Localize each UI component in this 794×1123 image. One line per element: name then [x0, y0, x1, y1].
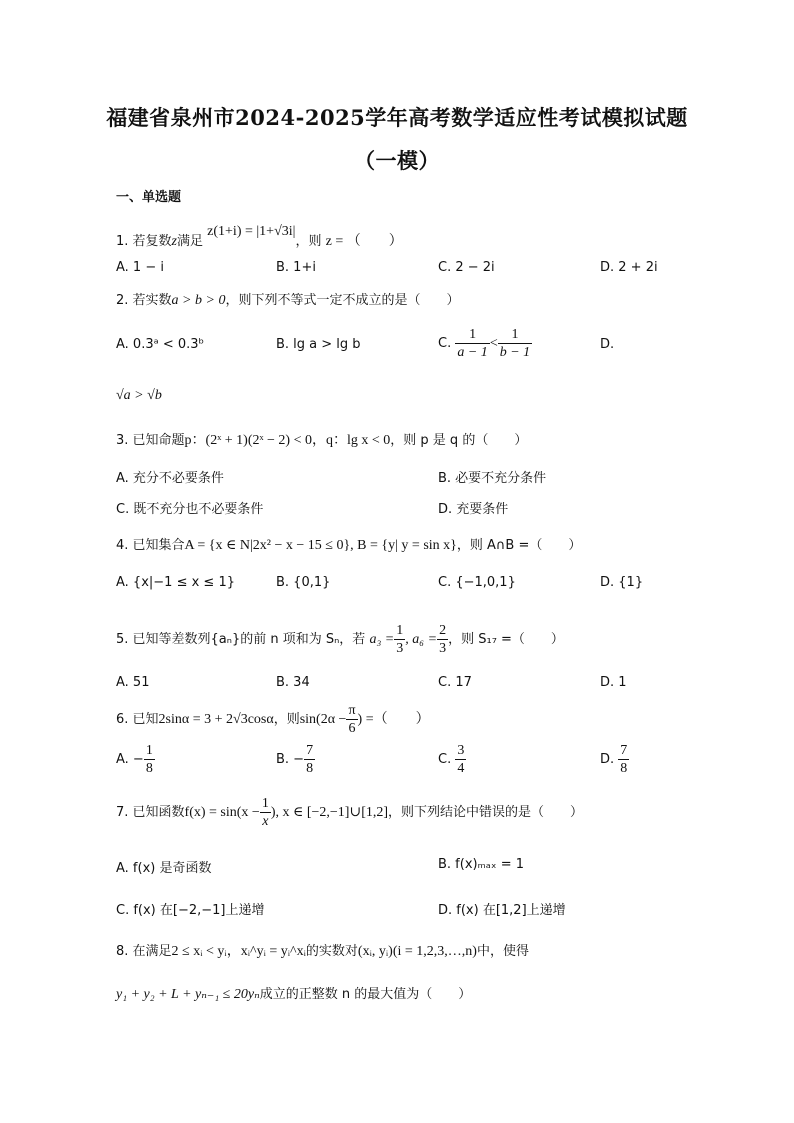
question-6-option-c: C. $\frac{3}{4}$ — [438, 743, 465, 776]
question-1-option-d: D. 2 + 2i — [600, 260, 658, 275]
question-2-option-a: A. 0.3ᵃ < 0.3ᵇ — [116, 337, 205, 352]
question-7-option-c: C. f(x) 在[−2,−1]上递增 — [116, 903, 265, 918]
question-6-option-b: B. − $\frac{7}{8}$ — [276, 743, 314, 776]
question-3-option-a: A. 充分不必要条件 — [116, 471, 224, 486]
section-heading: 一、单选题 — [116, 190, 182, 205]
question-3-option-b: B. 必要不充分条件 — [438, 471, 547, 486]
question-6-stem: 6. 已知2sinα = 3 + 2√3cosα，则sin(2α − $\frac{\pi}{6}$ ) =（ ） — [116, 703, 430, 736]
question-5-option-d: D. 1 — [600, 675, 627, 690]
question-1-option-c: C. 2 − 2i — [438, 260, 495, 275]
question-5-option-c: C. 17 — [438, 675, 472, 690]
question-4-option-c: C. {−1,0,1} — [438, 575, 516, 590]
question-3-stem: 3. 已知命题p：(2ˣ + 1)(2ˣ − 2) < 0，q：lg x < 0，则 p 是 q 的（ ） — [116, 433, 528, 448]
question-1-formula: z(1+i) = |1+√3i| — [207, 224, 296, 239]
question-1-stem: 1. 若复数z满足 z(1+i) = |1+√3i|，则 z = （ ） — [116, 224, 403, 249]
question-4-stem: 4. 已知集合A = {x ∈ N|2x² − x − 15 ≤ 0}, B = {y| y = sin x}，则 A∩B =（ ） — [116, 538, 582, 553]
question-6-option-a: A. − $\frac{1}{8}$ — [116, 743, 153, 776]
exam-title: 福建省泉州市2024-2025学年高考数学适应性考试模拟试题 — [106, 105, 688, 130]
question-2-option-d-label: D. — [600, 337, 615, 352]
question-5-stem: 5. 已知等差数列{aₙ}的前 n 项和为 Sₙ，若 a₃ = $\frac{1}{3}$ , a₆ = $\frac{2}{3}$ ，则 S₁₇ =（ ） — [116, 623, 564, 656]
exam-subtitle: （一模） — [354, 148, 440, 173]
question-2-option-d: √a > √b — [116, 388, 162, 403]
question-7-option-d: D. f(x) 在[1,2]上递增 — [438, 903, 566, 918]
question-7-option-a: A. f(x) 是奇函数 — [116, 861, 212, 876]
question-1-option-a: A. 1 − i — [116, 260, 164, 275]
question-3-option-d: D. 充要条件 — [438, 502, 509, 517]
question-4-option-a: A. {x|−1 ≤ x ≤ 1} — [116, 575, 235, 590]
question-2-option-b: B. lg a > lg b — [276, 337, 361, 352]
question-7-stem: 7. 已知函数f(x) = sin(x − $\frac{1}{x}$ ), x ∈ [−2,−1]∪[1,2]，则下列结论中错误的是（ ） — [116, 796, 584, 829]
question-1-option-b: B. 1+i — [276, 260, 316, 275]
question-4-option-b: B. {0,1} — [276, 575, 331, 590]
question-3-option-c: C. 既不充分也不必要条件 — [116, 502, 264, 517]
question-6-option-d: D. $\frac{7}{8}$ — [600, 743, 628, 776]
question-5-option-a: A. 51 — [116, 675, 150, 690]
question-8-line-1: 8. 在满足2 ≤ xᵢ < yᵢ，xᵢ^yᵢ = yᵢ^xᵢ的实数对(xᵢ, yᵢ)(i = 1,2,3,…,n)中，使得 — [116, 944, 529, 959]
question-2-stem: 2. 若实数a > b > 0，则下列不等式一定不成立的是（ ） — [116, 293, 460, 308]
question-7-option-b: B. f(x)ₘₐₓ = 1 — [438, 857, 524, 872]
question-5-option-b: B. 34 — [276, 675, 310, 690]
question-8-line-2: y₁ + y₂ + L + yₙ₋₁ ≤ 20yₙ成立的正整数 n 的最大值为（ ） — [116, 987, 472, 1002]
question-2-option-c: C. $\frac{1}{a - 1}$ < $\frac{1}{b - 1}$ — [438, 327, 531, 360]
question-4-option-d: D. {1} — [600, 575, 644, 590]
